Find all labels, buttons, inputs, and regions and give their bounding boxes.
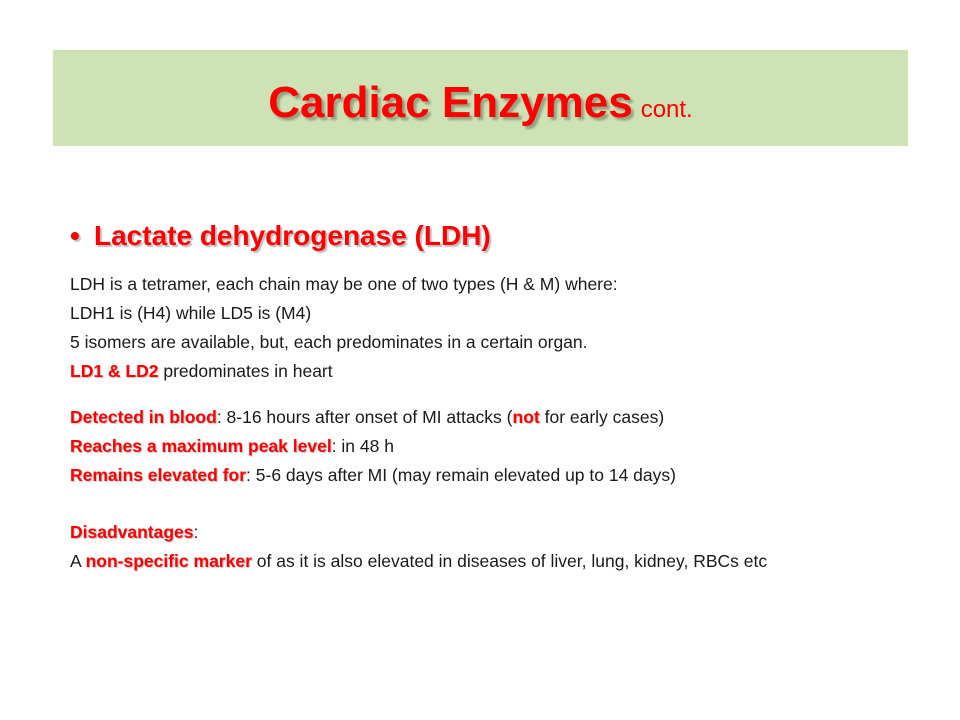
non-specific-marker-highlight: non-specific marker	[85, 551, 252, 571]
intro-line-3: 5 isomers are available, but, each predominates in a certain organ.	[70, 332, 588, 352]
detected-label: Detected in blood	[70, 407, 217, 427]
detected-text-a: : 8-16 hours after onset of MI attacks (	[216, 407, 513, 427]
disadvantages-line	[70, 547, 767, 576]
intro-line-1: LDH is a tetramer, each chain may be one of two types (H & M) where:	[70, 274, 618, 294]
disadvantages-rest: of as it is also elevated in diseases of liver, lung, kidney, RBCs etc	[251, 551, 768, 571]
ld-heart-text: predominates in heart	[158, 361, 333, 381]
intro-line-2: LDH1 is (H4) while LD5 is (M4)	[70, 303, 312, 323]
detected-line	[70, 403, 767, 432]
content-body	[70, 270, 767, 576]
not-highlight: not	[512, 407, 540, 427]
peak-text: : in 48 h	[331, 436, 394, 456]
intro-line-4	[70, 357, 767, 386]
disadvantages-colon: :	[193, 522, 199, 542]
bullet-icon: •	[70, 220, 80, 251]
elevated-text: : 5-6 days after MI (may remain elevated up to 14 days)	[246, 465, 676, 485]
elevated-line	[70, 461, 767, 490]
elevated-label: Remains elevated for	[70, 465, 247, 485]
peak-label: Reaches a maximum peak level	[70, 436, 332, 456]
title-bar	[53, 50, 908, 146]
detected-text-b: for early cases)	[539, 407, 665, 427]
heading-text: Lactate dehydrogenase (LDH)	[94, 220, 491, 251]
spacer	[70, 386, 767, 403]
disadvantages-heading	[70, 518, 767, 547]
spacer	[70, 490, 767, 518]
slide-title: Cardiac Enzymes	[268, 78, 633, 127]
disadvantages-prefix: A	[70, 551, 86, 571]
disadvantages-label: Disadvantages	[70, 522, 194, 542]
ld1-ld2-highlight: LD1 & LD2	[70, 361, 159, 381]
bullet-heading	[70, 220, 491, 252]
peak-line	[70, 432, 767, 461]
slide-title-suffix: cont.	[640, 96, 693, 123]
